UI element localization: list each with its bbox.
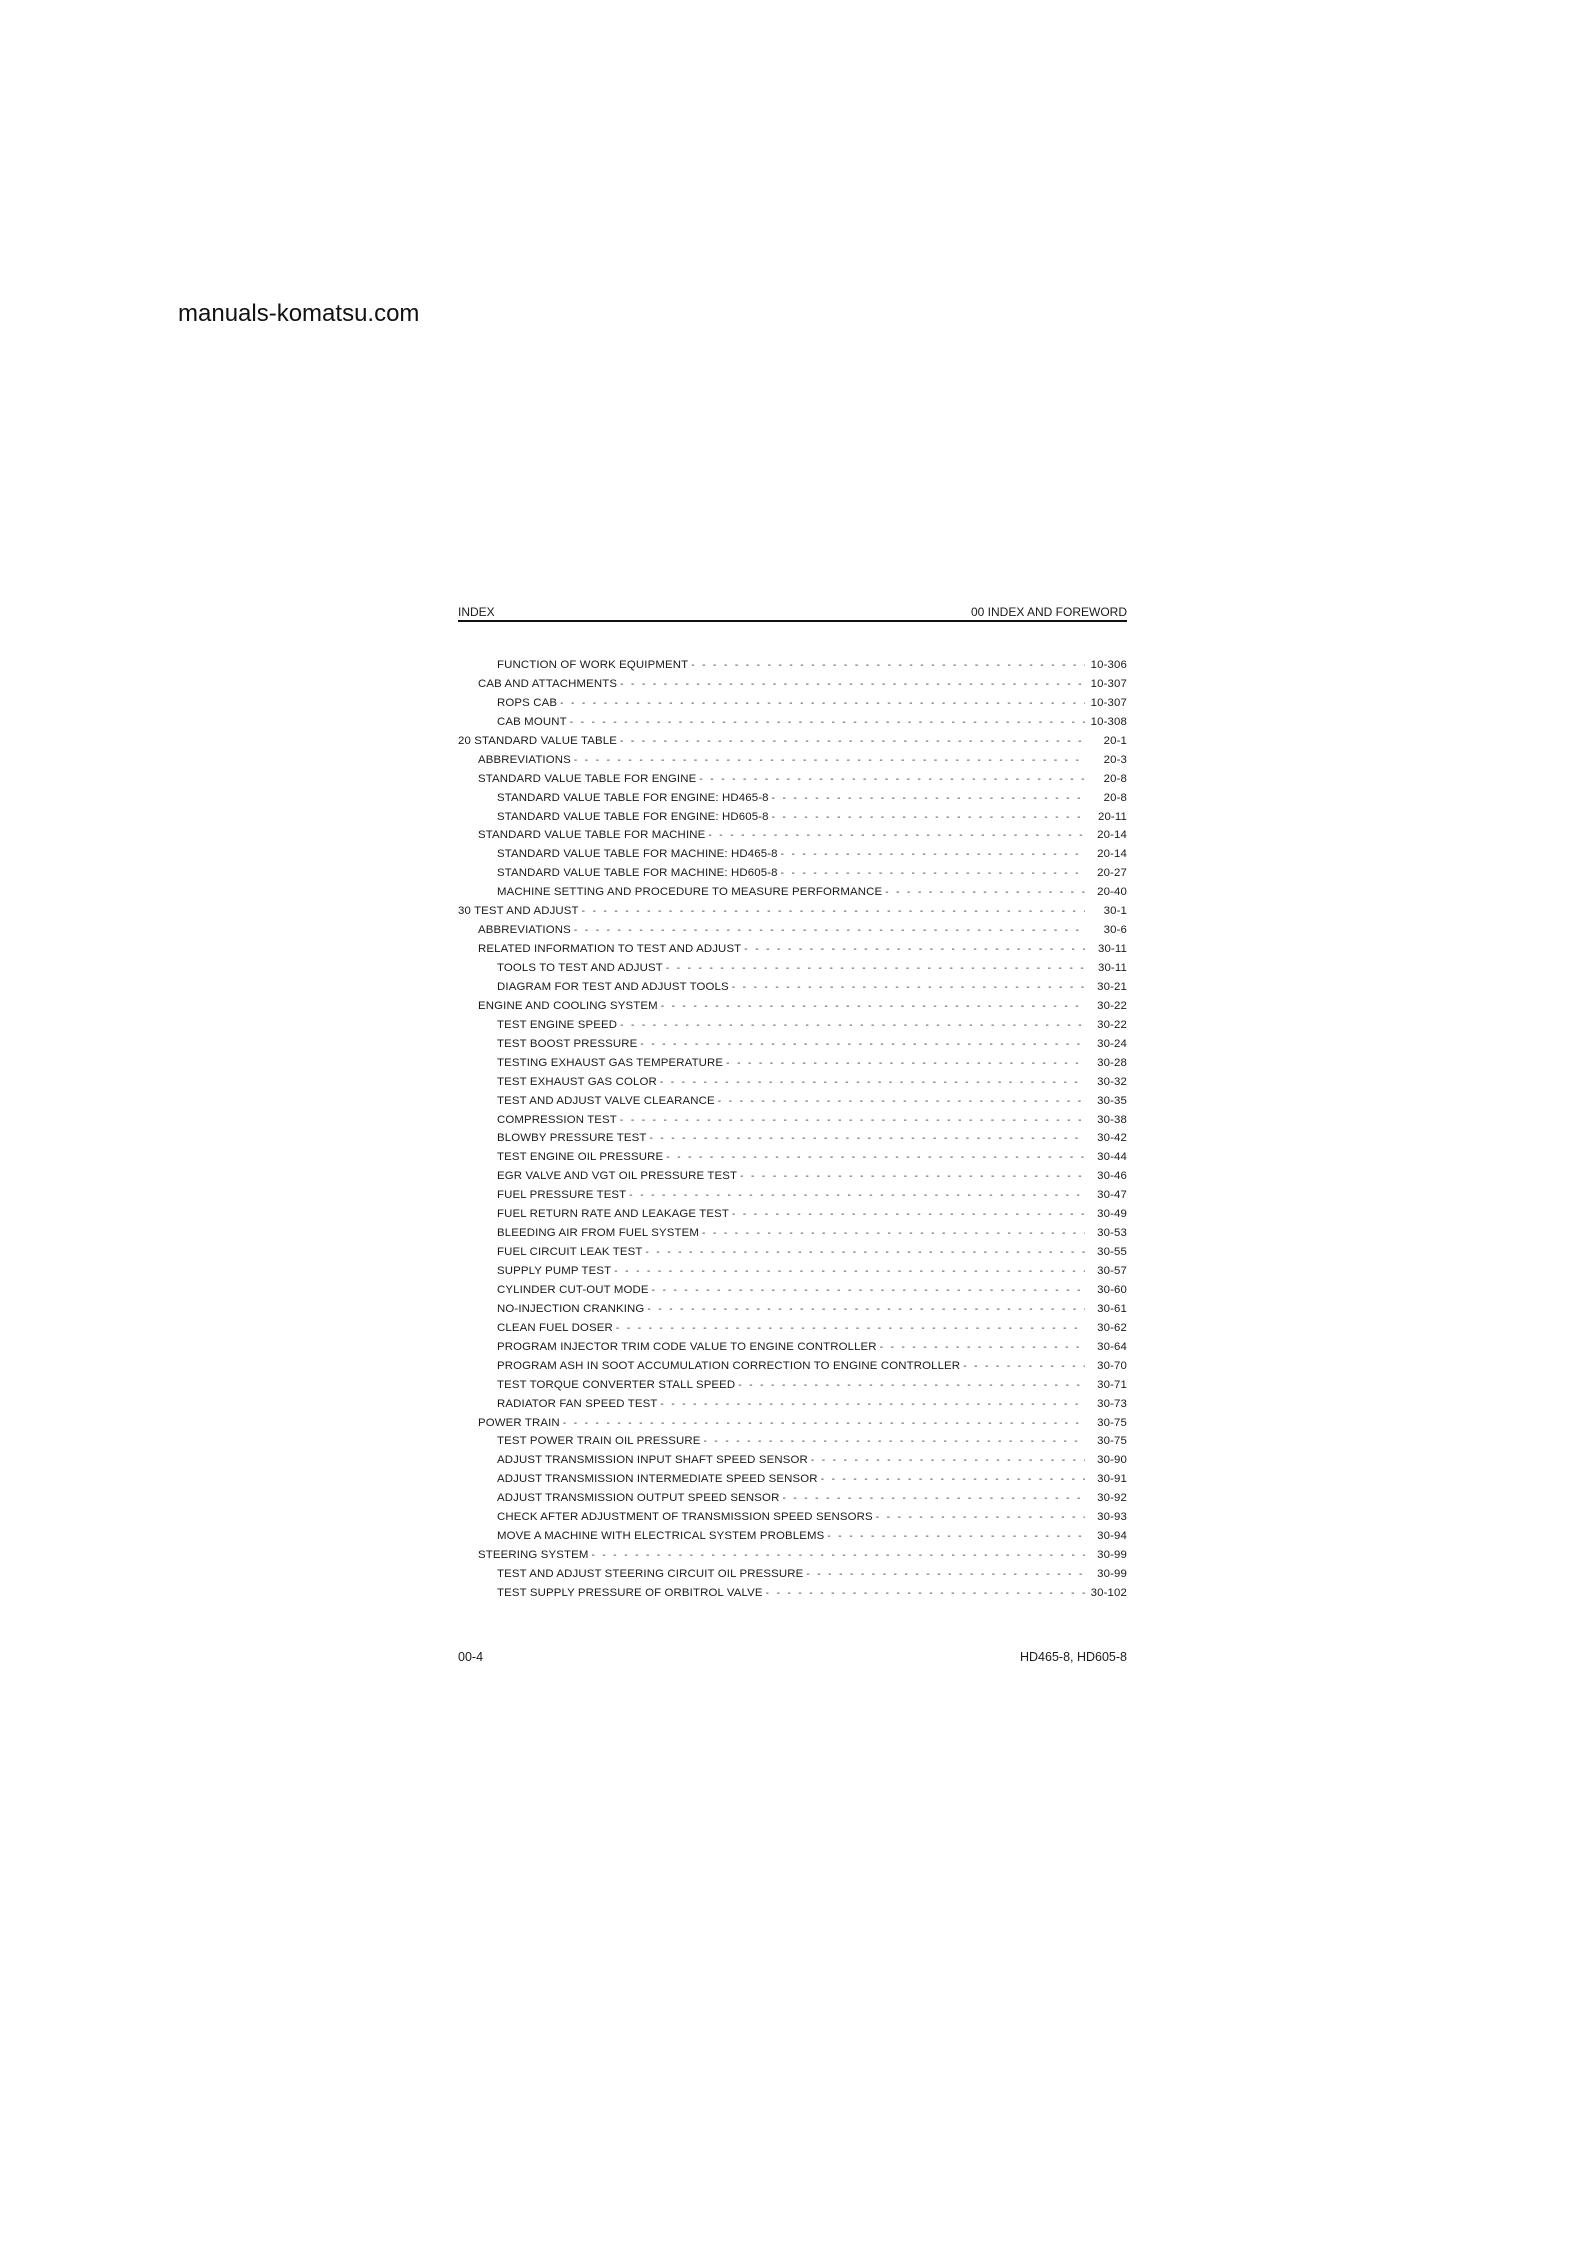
dot-leader — [563, 1415, 1085, 1433]
toc-entry-title: ADJUST TRANSMISSION OUTPUT SPEED SENSOR — [497, 1492, 780, 1505]
toc-entry-title: RELATED INFORMATION TO TEST AND ADJUST — [478, 943, 742, 956]
toc-entry-title: STANDARD VALUE TABLE FOR ENGINE: HD465-8 — [497, 791, 769, 804]
dot-leader — [614, 1263, 1085, 1281]
toc-entry-page: 30-92 — [1097, 1492, 1127, 1505]
toc-entry-page: 30-46 — [1097, 1170, 1127, 1183]
dot-leader — [660, 1396, 1085, 1414]
toc-entry-title: TEST ENGINE SPEED — [497, 1018, 618, 1031]
dot-leader — [876, 1509, 1085, 1527]
toc-entry-page: 20-8 — [1103, 772, 1127, 785]
dot-leader — [570, 714, 1085, 732]
toc-entry-page: 20-11 — [1097, 810, 1127, 823]
toc-entry-title: POWER TRAIN — [478, 1416, 560, 1429]
toc-entry[interactable] — [458, 1395, 1127, 1414]
dot-leader — [702, 1225, 1085, 1243]
toc-entry[interactable] — [458, 1300, 1127, 1319]
toc-entry-title: TEST AND ADJUST STEERING CIRCUIT OIL PRESSURE — [497, 1568, 804, 1580]
toc-entry-title: TEST EXHAUST GAS COLOR — [497, 1075, 657, 1088]
dot-leader — [827, 1528, 1085, 1546]
manual-page — [458, 600, 1127, 1670]
toc-entry[interactable] — [458, 1167, 1127, 1186]
dot-leader — [620, 1017, 1085, 1035]
toc-entry-page: 30-91 — [1097, 1473, 1127, 1486]
toc-entry[interactable] — [458, 1565, 1127, 1584]
toc-entry[interactable] — [458, 732, 1127, 751]
model-numbers: HD465-8, HD605-8 — [1020, 1650, 1127, 1664]
toc-entry-title: CAB AND ATTACHMENTS — [478, 677, 618, 690]
dot-leader — [766, 1585, 1085, 1603]
toc-entry-page: 20-1 — [1103, 734, 1127, 747]
dot-leader — [649, 1130, 1085, 1148]
toc-entry[interactable] — [458, 1451, 1127, 1470]
toc-entry-page: 30-73 — [1097, 1397, 1127, 1410]
toc-entry[interactable] — [458, 997, 1127, 1016]
toc-entry-title: STANDARD VALUE TABLE FOR MACHINE — [478, 829, 706, 842]
toc-entry[interactable] — [458, 883, 1127, 902]
dot-leader — [620, 733, 1085, 751]
toc-entry-title: ADJUST TRANSMISSION INPUT SHAFT SPEED SENSOR — [497, 1454, 808, 1467]
dot-leader — [806, 1566, 1085, 1584]
toc-entry-title: STEERING SYSTEM — [478, 1549, 589, 1562]
toc-entry-title: ABBREVIATIONS — [478, 924, 571, 937]
toc-entry-page: 30-75 — [1097, 1416, 1127, 1429]
dot-leader — [666, 960, 1085, 978]
toc-entry[interactable] — [458, 1546, 1127, 1565]
dot-leader — [744, 941, 1085, 959]
toc-entry-title: NO-INJECTION CRANKING — [497, 1302, 645, 1315]
toc-entry-title: STANDARD VALUE TABLE FOR ENGINE — [478, 772, 697, 785]
dot-leader — [718, 1093, 1085, 1111]
toc-entry-page: 30-75 — [1097, 1435, 1127, 1448]
page-number: 00-4 — [458, 1650, 484, 1664]
toc-entry[interactable] — [458, 1129, 1127, 1148]
toc-entry-title: TESTING EXHAUST GAS TEMPERATURE — [497, 1056, 724, 1069]
toc-entry-title: FUEL PRESSURE TEST — [497, 1189, 627, 1202]
toc-entry-title: FUEL RETURN RATE AND LEAKAGE TEST — [497, 1208, 729, 1221]
toc-entry-title: CAB MOUNT — [497, 715, 567, 728]
dot-leader — [880, 1339, 1085, 1357]
toc-entry-page: 30-99 — [1097, 1549, 1127, 1562]
toc-entry-title: DIAGRAM FOR TEST AND ADJUST TOOLS — [497, 980, 729, 993]
toc-entry-page: 30-70 — [1097, 1359, 1127, 1372]
toc-entry[interactable] — [458, 1508, 1127, 1527]
toc-entry-page: 30-53 — [1097, 1227, 1127, 1240]
toc-entry[interactable] — [458, 1338, 1127, 1357]
toc-entry[interactable] — [458, 1148, 1127, 1167]
toc-entry[interactable] — [458, 1489, 1127, 1508]
dot-leader — [629, 1187, 1085, 1205]
toc-entry-page: 30-102 — [1090, 1586, 1127, 1599]
toc-entry-page: 30-22 — [1097, 999, 1127, 1012]
toc-entry-page: 30-21 — [1097, 980, 1127, 993]
toc-entry-page: 30-6 — [1103, 924, 1127, 937]
dot-leader — [772, 809, 1085, 827]
toc-entry-page: 10-307 — [1090, 677, 1127, 690]
dot-leader — [666, 1149, 1085, 1167]
toc-entry-page: 30-42 — [1097, 1132, 1127, 1145]
toc-entry-title: CHECK AFTER ADJUSTMENT OF TRANSMISSION SPEED SENSORS — [497, 1511, 873, 1524]
toc-entry-page: 30-11 — [1097, 962, 1127, 974]
toc-entry-title: ENGINE AND COOLING SYSTEM — [478, 999, 658, 1012]
toc-entry-page: 30-62 — [1097, 1321, 1127, 1334]
toc-entry-page: 30-44 — [1097, 1151, 1127, 1164]
header-left-title: INDEX — [458, 605, 495, 619]
toc-entry[interactable] — [458, 1035, 1127, 1054]
header-right-title: 00 INDEX AND FOREWORD — [970, 605, 1127, 619]
toc-entry[interactable] — [458, 1527, 1127, 1546]
toc-entry[interactable] — [458, 770, 1127, 789]
toc-entry-page: 20-14 — [1097, 848, 1127, 861]
toc-entry-page: 20-8 — [1103, 791, 1127, 804]
toc-entry-page: 30-32 — [1097, 1075, 1127, 1088]
toc-entry-title: TEST ENGINE OIL PRESSURE — [497, 1151, 664, 1164]
dot-leader — [574, 752, 1085, 770]
dot-leader — [661, 998, 1085, 1016]
toc-entry[interactable] — [458, 675, 1127, 694]
toc-entry[interactable] — [458, 789, 1127, 808]
toc-entry-page: 20-14 — [1097, 829, 1127, 842]
toc-entry[interactable] — [458, 656, 1127, 675]
dot-leader — [782, 1490, 1085, 1508]
toc-entry-title: STANDARD VALUE TABLE FOR MACHINE: HD465-8 — [497, 848, 778, 861]
toc-entry[interactable] — [458, 1243, 1127, 1262]
toc-entry-page: 30-60 — [1097, 1283, 1127, 1296]
toc-entry[interactable] — [458, 826, 1127, 845]
toc-entry-title: 30 TEST AND ADJUST — [458, 905, 579, 918]
dot-leader — [582, 903, 1085, 921]
dot-leader — [574, 922, 1085, 940]
toc-entry-title: FUNCTION OF WORK EQUIPMENT — [497, 659, 689, 671]
dot-leader — [740, 1168, 1085, 1186]
toc-entry[interactable] — [458, 1262, 1127, 1281]
page-header — [458, 600, 1127, 622]
dot-leader — [640, 1036, 1085, 1054]
dot-leader — [560, 695, 1085, 713]
toc-entry[interactable] — [458, 1186, 1127, 1205]
toc-entry-title: MOVE A MACHINE WITH ELECTRICAL SYSTEM PROBLEMS — [497, 1530, 825, 1543]
toc-entry[interactable] — [458, 1584, 1127, 1603]
toc-entry-title: ROPS CAB — [497, 696, 558, 709]
toc-entry-title: TOOLS TO TEST AND ADJUST — [497, 962, 663, 974]
toc-entry-title: SUPPLY PUMP TEST — [497, 1265, 612, 1277]
toc-entry-title: TEST POWER TRAIN OIL PRESSURE — [497, 1435, 701, 1448]
toc-entry-title: STANDARD VALUE TABLE FOR ENGINE: HD605-8 — [497, 810, 769, 823]
toc-entry-page: 30-94 — [1097, 1530, 1127, 1543]
toc-entry-title: 20 STANDARD VALUE TABLE — [458, 734, 617, 747]
toc-entry-page: 30-71 — [1097, 1378, 1127, 1391]
toc-entry[interactable] — [458, 1470, 1127, 1489]
toc-entry[interactable] — [458, 864, 1127, 883]
toc-entry-title: BLOWBY PRESSURE TEST — [497, 1132, 647, 1145]
dot-leader — [732, 979, 1085, 997]
toc-entry[interactable] — [458, 1224, 1127, 1243]
toc-entry-title: CYLINDER CUT-OUT MODE — [497, 1283, 649, 1296]
dot-leader — [620, 676, 1084, 694]
toc-entry[interactable] — [458, 1432, 1127, 1451]
toc-entry-title: FUEL CIRCUIT LEAK TEST — [497, 1246, 643, 1259]
dot-leader — [699, 771, 1085, 789]
toc-entry-page: 30-61 — [1097, 1302, 1127, 1315]
dot-leader — [646, 1244, 1085, 1262]
toc-entry-page: 10-308 — [1090, 715, 1127, 728]
dot-leader — [781, 846, 1085, 864]
toc-entry-title: RADIATOR FAN SPEED TEST — [497, 1397, 658, 1410]
toc-entry[interactable] — [458, 845, 1127, 864]
toc-entry-page: 10-307 — [1090, 696, 1127, 709]
dot-leader — [738, 1377, 1085, 1395]
toc-entry-title: PROGRAM INJECTOR TRIM CODE VALUE TO ENGINE CONTROLLER — [497, 1340, 877, 1353]
toc-entry-page: 30-22 — [1097, 1018, 1127, 1031]
dot-leader — [772, 790, 1085, 808]
toc-entry-page: 30-57 — [1097, 1265, 1127, 1277]
toc-entry[interactable] — [458, 1054, 1127, 1073]
toc-entry[interactable] — [458, 1281, 1127, 1300]
dot-leader — [811, 1452, 1085, 1470]
dot-leader — [660, 1074, 1085, 1092]
toc-entry[interactable] — [458, 694, 1127, 713]
toc-entry-title: MACHINE SETTING AND PROCEDURE TO MEASURE PERFORMANCE — [497, 886, 883, 899]
toc-entry[interactable] — [458, 978, 1127, 997]
toc-entry-page: 30-24 — [1097, 1037, 1127, 1050]
toc-entry-title: BLEEDING AIR FROM FUEL SYSTEM — [497, 1227, 700, 1240]
dot-leader — [821, 1471, 1085, 1489]
dot-leader — [616, 1320, 1085, 1338]
toc-entry[interactable] — [458, 1414, 1127, 1433]
toc-entry-page: 30-28 — [1097, 1056, 1127, 1069]
toc-entry-title: STANDARD VALUE TABLE FOR MACHINE: HD605-8 — [497, 867, 778, 880]
dot-leader — [885, 884, 1085, 902]
toc-entry-title: ADJUST TRANSMISSION INTERMEDIATE SPEED SENSOR — [497, 1473, 818, 1486]
toc-entry-page: 30-47 — [1097, 1189, 1127, 1202]
toc-entry[interactable] — [458, 1376, 1127, 1395]
toc-entry-title: COMPRESSION TEST — [497, 1113, 617, 1126]
toc-entry[interactable] — [458, 959, 1127, 978]
toc-entry[interactable] — [458, 1073, 1127, 1092]
toc-entry-page: 30-64 — [1097, 1340, 1127, 1353]
dot-leader — [704, 1433, 1085, 1451]
toc-entry-title: EGR VALVE AND VGT OIL PRESSURE TEST — [497, 1170, 738, 1183]
toc-entry-title: CLEAN FUEL DOSER — [497, 1321, 613, 1334]
dot-leader — [963, 1358, 1085, 1376]
dot-leader — [591, 1547, 1085, 1565]
dot-leader — [732, 1206, 1085, 1224]
toc-entry-page: 10-306 — [1090, 659, 1127, 671]
dot-leader — [620, 1112, 1085, 1130]
dot-leader — [781, 865, 1085, 883]
toc-entry[interactable] — [458, 1205, 1127, 1224]
toc-entry[interactable] — [458, 1092, 1127, 1111]
toc-entry-page: 30-55 — [1097, 1246, 1127, 1259]
toc-entry[interactable] — [458, 940, 1127, 959]
toc-entry-title: TEST TORQUE CONVERTER STALL SPEED — [497, 1378, 736, 1391]
toc-entry-title: PROGRAM ASH IN SOOT ACCUMULATION CORRECTION TO ENGINE CONTROLLER — [497, 1359, 961, 1372]
toc-entry-page: 30-49 — [1097, 1208, 1127, 1221]
toc-entry[interactable] — [458, 1016, 1127, 1035]
dot-leader — [708, 827, 1085, 845]
toc-entry-page: 30-35 — [1097, 1094, 1127, 1107]
toc-entry[interactable] — [458, 1319, 1127, 1338]
dot-leader — [652, 1282, 1085, 1300]
toc-entry-page: 30-38 — [1097, 1113, 1127, 1126]
toc-entry-page: 20-3 — [1103, 753, 1127, 766]
toc-entry-page: 30-99 — [1097, 1568, 1127, 1580]
toc-entry-page: 30-1 — [1103, 905, 1127, 918]
dot-leader — [726, 1055, 1085, 1073]
toc-entry-page: 20-27 — [1097, 867, 1127, 880]
toc-entry-title: TEST AND ADJUST VALVE CLEARANCE — [497, 1094, 715, 1107]
toc-entry[interactable] — [458, 902, 1127, 921]
toc-entry-page: 20-40 — [1097, 886, 1127, 899]
dot-leader — [647, 1301, 1085, 1319]
toc-entry[interactable] — [458, 808, 1127, 827]
toc-entry[interactable] — [458, 1111, 1127, 1130]
toc-entry[interactable] — [458, 921, 1127, 940]
toc-entry-page: 30-90 — [1097, 1454, 1127, 1467]
toc-entry-title: TEST SUPPLY PRESSURE OF ORBITROL VALVE — [497, 1586, 763, 1599]
toc-entry-title: ABBREVIATIONS — [478, 753, 571, 766]
toc-entry-title: TEST BOOST PRESSURE — [497, 1037, 638, 1050]
toc-entry-page: 30-11 — [1097, 943, 1127, 956]
dot-leader — [691, 657, 1084, 675]
toc-entry[interactable] — [458, 713, 1127, 732]
toc-entry[interactable] — [458, 1357, 1127, 1376]
table-of-contents — [458, 656, 1127, 1603]
watermark-text: manuals-komatsu.com — [178, 300, 420, 327]
toc-entry[interactable] — [458, 751, 1127, 770]
toc-entry-page: 30-93 — [1097, 1511, 1127, 1524]
